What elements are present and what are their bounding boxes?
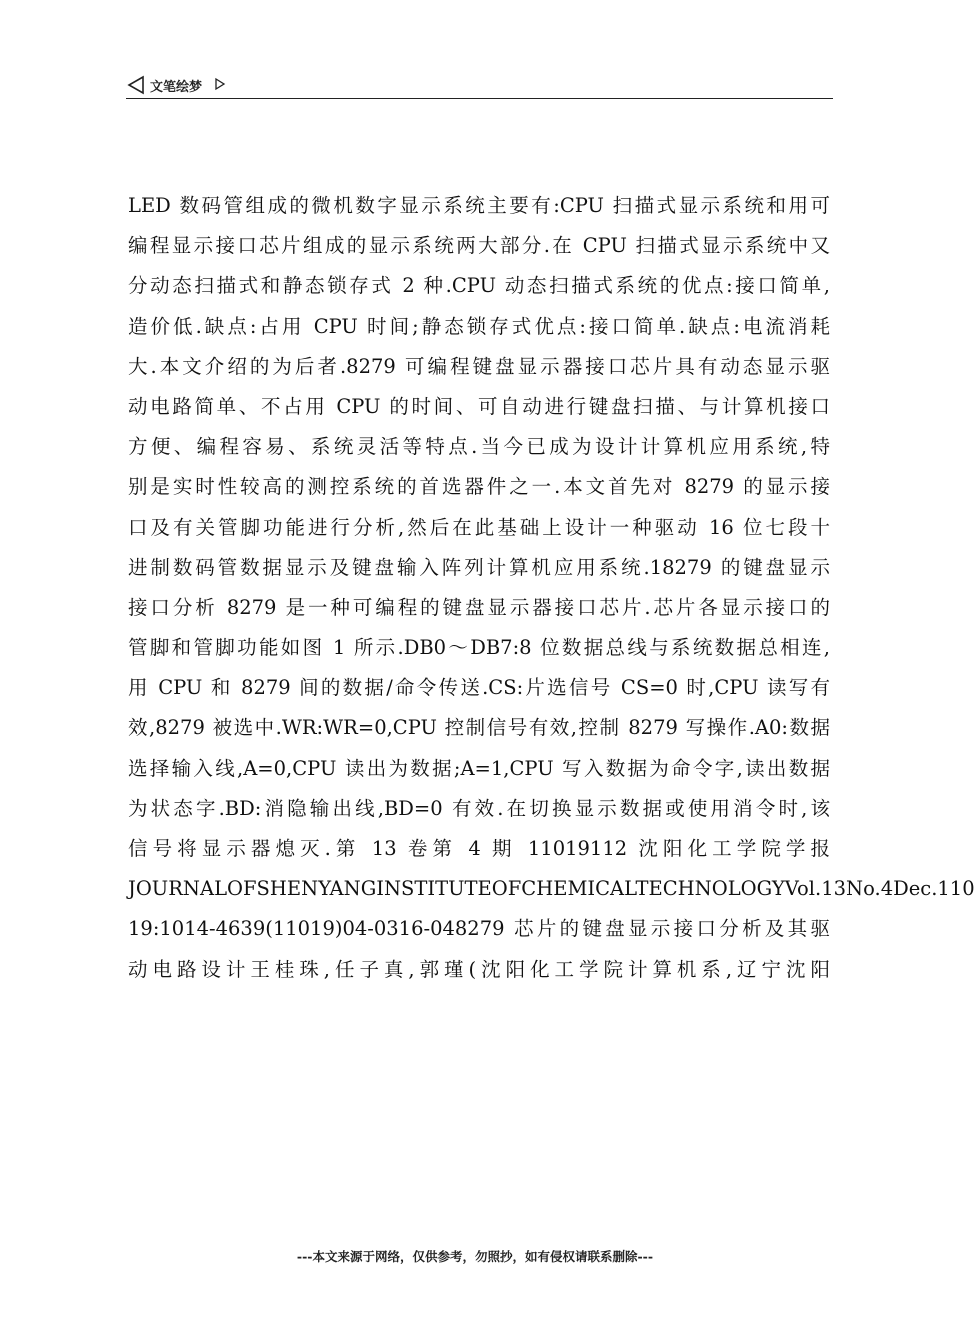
text-line: 信号将显示器熄灭.第 13 卷第 4 期 11019112 沈阳化工学院学报 xyxy=(128,837,830,860)
text-line: 为状态字.BD:消隐输出线,BD=0 有效.在切换显示数据或使用消令时,该 xyxy=(128,796,830,820)
text-line: 接口分析 8279 是一种可编程的键盘显示器接口芯片.芯片各显示接口的 xyxy=(128,595,830,619)
text-line: 造价低.缺点:占用 CPU 时间;静态锁存式优点:接口简单.缺点:电流消耗 xyxy=(128,314,830,338)
text-line: 效,8279 被选中.WR:WR=0,CPU 控制信号有效,控制 8279 写操作.A0:数据 xyxy=(128,716,830,740)
text-line: 动电路简单、不占用 CPU 的时间、可自动进行键盘扫描、与计算机接口 xyxy=(128,394,830,418)
footer-disclaimer: ---本文来源于网络，仅供参考，勿照抄，如有侵权请联系删除--- xyxy=(296,1249,654,1264)
text-line: 编程显示接口芯片组成的显示系统两大部分.在 CPU 扫描式显示系统中又 xyxy=(128,234,830,258)
text-line: 管脚和管脚功能如图 1 所示.DB0～DB7:8 位数据总线与系统数据总相连, xyxy=(128,636,830,660)
text-line: LED 数码管组成的微机数字显示系统主要有:CPU 扫描式显示系统和用可 xyxy=(128,194,830,217)
body-text xyxy=(128,186,975,990)
text-line: 分动态扫描式和静态锁存式 2 种.CPU 动态扫描式系统的优点:接口简单, xyxy=(128,274,830,298)
triangle-left-outline-icon xyxy=(126,75,146,95)
text-line: 动电路设计王桂珠,任子真,郭瑾(沈阳化工学院计算机系,辽宁沈阳 xyxy=(128,957,830,981)
page-header xyxy=(126,72,833,99)
text-line: 选择输入线,A=0,CPU 读出为数据;A=1,CPU 写入数据为命令字,读出数据 xyxy=(128,756,830,780)
text-line: 别是实时性较高的测控系统的首选器件之一.本文首先对 8279 的显示接 xyxy=(128,475,830,499)
text-line: JOURNALOFSHENYANGINSTITUTEOFCHEMICALTECHNOLOGYVol.13No.4Dec.110 xyxy=(128,877,975,901)
text-line: 进制数码管数据显示及键盘输入阵列计算机应用系统.18279 的键盘显示 xyxy=(128,555,830,579)
header-title: 文笔绘梦 xyxy=(150,80,203,95)
triangle-right-outline-icon xyxy=(214,76,226,90)
text-line: 方便、编程容易、系统灵活等特点.当今已成为设计计算机应用系统,特 xyxy=(128,435,830,459)
text-line: 19:1014-4639(11019)04-0316-048279 芯片的键盘显示接口分析及其驱 xyxy=(128,917,830,941)
text-line: 用 CPU 和 8279 间的数据/命令传送.CS:片选信号 CS=0 时,CPU 读写有 xyxy=(128,676,830,700)
text-line: 大.本文介绍的为后者.8279 可编程键盘显示器接口芯片具有动态显示驱 xyxy=(128,354,830,378)
text-line: 口及有关管脚功能进行分析,然后在此基础上设计一种驱动 16 位七段十 xyxy=(128,515,830,539)
